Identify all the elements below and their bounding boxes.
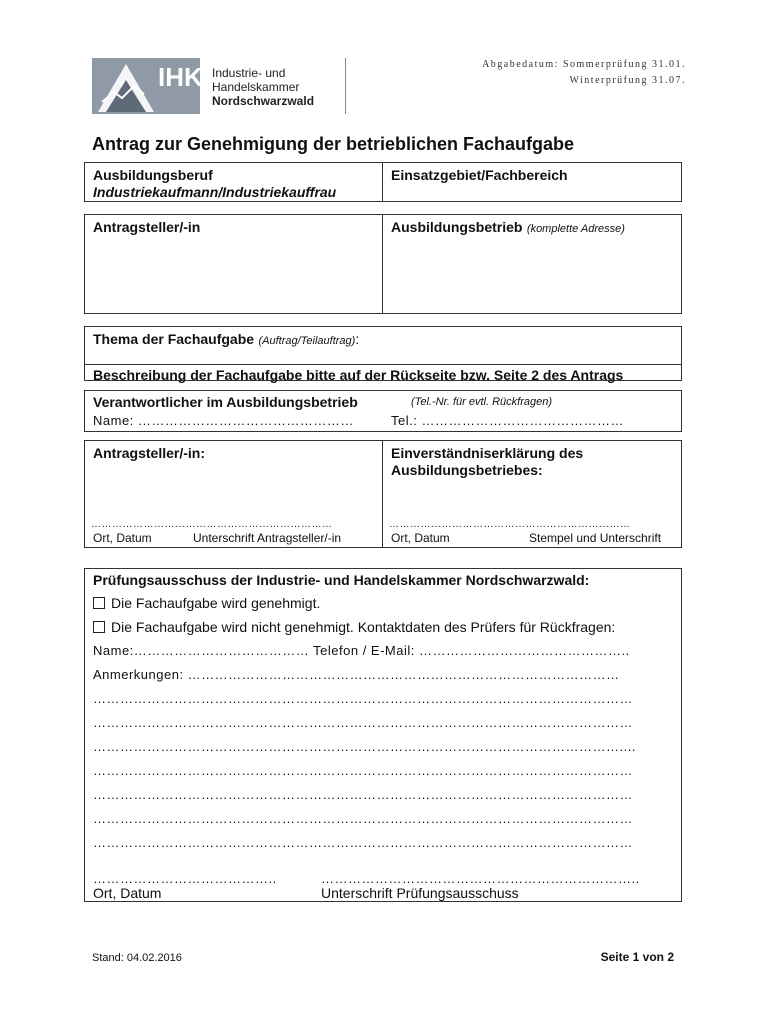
topic-label: Thema der Fachaufgabe: [93, 331, 255, 347]
divider: [85, 364, 681, 365]
applicant-signature-label: Antragsteller/-in:: [93, 445, 206, 461]
consent-label-line1: Einverständniserklärung des: [391, 445, 584, 461]
remarks-line[interactable]: …………………………………………………………………………………………………………: [93, 763, 633, 778]
section-examination-board: [84, 568, 682, 902]
training-company-field[interactable]: [391, 219, 625, 237]
description-notice: Beschreibung der Fachaufgabe bitte auf der Rückseite bzw. Seite 2 des Antrags: [93, 367, 624, 383]
topic-hint: (Auftrag/Teilauftrag): [258, 335, 356, 347]
checkbox-rejected[interactable]: [93, 621, 105, 633]
chamber-name-line2: Nordschwarzwald: [212, 94, 315, 108]
option-approved[interactable]: Die Fachaufgabe wird genehmigt.: [93, 595, 320, 611]
ihk-logo: [92, 58, 347, 114]
company-stamp-caption: Stempel und Unterschrift: [529, 531, 662, 545]
deadline-winter: Winterprüfung 31.07.: [569, 75, 686, 86]
company-date-caption: Ort, Datum: [391, 531, 450, 545]
option-rejected[interactable]: Die Fachaufgabe wird nicht genehmigt. Kontaktdaten des Prüfers für Rückfragen:: [93, 619, 615, 635]
checkbox-approved[interactable]: [93, 597, 105, 609]
chamber-name: [212, 66, 347, 108]
version-date: Stand: 04.02.2016: [92, 952, 182, 964]
divider: [382, 163, 383, 201]
board-signature-caption: Unterschrift Prüfungsausschuss: [321, 885, 519, 901]
logo-divider: [345, 58, 346, 114]
deadline-summer: Abgabedatum: Sommerprüfung 31.01.: [482, 59, 686, 70]
applicant-signature-caption: Unterschrift Antragsteller/-in: [193, 531, 342, 545]
section-signatures: [84, 440, 682, 548]
submission-deadline: [482, 57, 686, 89]
department-field[interactable]: Einsatzgebiet/Fachbereich: [391, 167, 568, 183]
training-company-hint: (komplette Adresse): [526, 223, 625, 235]
form-title: Antrag zur Genehmigung der betrieblichen Fachaufgabe: [92, 134, 575, 154]
divider: [382, 441, 383, 547]
responsible-name-field[interactable]: Name: …………………………………………: [93, 413, 354, 428]
board-date-caption: Ort, Datum: [93, 885, 162, 901]
remarks-line[interactable]: ………………………………………………………………………………………………………....: [93, 739, 636, 754]
applicant-signature-line[interactable]: ……………………………………………………………: [91, 519, 333, 530]
board-date-line[interactable]: …………………………………..: [93, 871, 277, 886]
occupation-value[interactable]: Industriekaufmann/Industriekauffrau: [93, 184, 337, 200]
section-applicant-company: [84, 214, 682, 314]
remarks-line[interactable]: …………………………………………………………………………………………………………: [93, 691, 633, 706]
remarks-line[interactable]: …………………………………………………………………………………………………………: [93, 787, 633, 802]
applicant-date-caption: Ort, Datum: [93, 531, 152, 545]
responsible-person-hint: (Tel.-Nr. für evtl. Rückfragen): [411, 396, 553, 408]
occupation-label: Ausbildungsberuf: [93, 167, 213, 183]
section-topic: [84, 326, 682, 381]
page-number: Seite 1 von 2: [600, 950, 674, 964]
chamber-name-line1: Industrie- und Handelskammer: [212, 66, 300, 94]
board-signature-line[interactable]: ……………………………………………………………..: [321, 871, 640, 886]
logo-abbreviation: IHK: [158, 62, 203, 92]
responsible-tel-field[interactable]: Tel.: ………………………………………: [391, 413, 624, 428]
examination-board-label: Prüfungsausschuss der Industrie- und Handelskammer Nordschwarzwald:: [93, 572, 590, 588]
remarks-line[interactable]: …………………………………………………………………………………………………………: [93, 811, 633, 826]
company-signature-line[interactable]: ……………………………………………………………: [389, 519, 631, 530]
remarks-line[interactable]: …………………………………………………………………………………………………………: [93, 835, 633, 850]
applicant-field[interactable]: Antragsteller/-in: [93, 219, 201, 235]
topic-field[interactable]: Thema der Fachaufgabe (Auftrag/Teilauftrag):: [93, 331, 360, 347]
remarks-line[interactable]: …………………………………………………………………………………………………………: [93, 715, 633, 730]
divider: [382, 215, 383, 313]
section-occupation: [84, 162, 682, 202]
consent-label-line2: Ausbildungsbetriebes:: [391, 462, 543, 478]
section-responsible-person: [84, 390, 682, 432]
responsible-person-label: Verantwortlicher im Ausbildungsbetrieb: [93, 394, 358, 410]
examiner-contact-field[interactable]: Name:………………………………… Telefon / E-Mail: ………………………………………..: [93, 643, 630, 658]
remarks-field[interactable]: Anmerkungen: ……………………………………………………………………………………: [93, 667, 620, 682]
training-company-label: Ausbildungsbetrieb: [391, 219, 523, 235]
